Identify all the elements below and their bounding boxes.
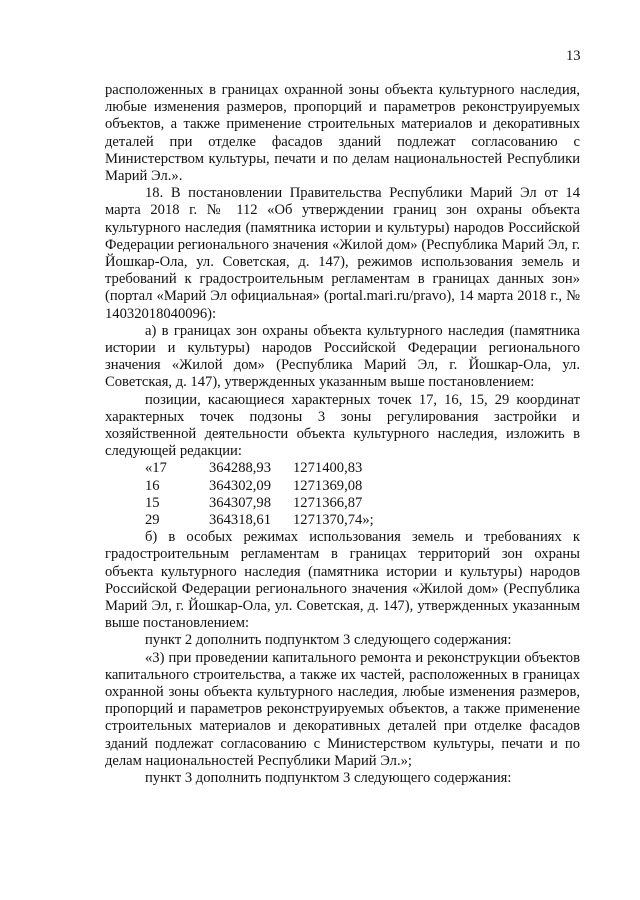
document-body [105, 82, 580, 787]
coordinate-y: 1271370,74»; [293, 512, 374, 529]
point-number: 29 [145, 512, 160, 529]
paragraph-clause-3: пункт 3 дополнить подпунктом 3 следующего содержания: [145, 770, 512, 787]
coordinates-row [145, 478, 580, 495]
paragraph-subclause-3: «3) при проведении капитального ремонта и реконструкции объектов капитального строительства, а также их частей, расположенных в границах охранной зоны объекта культурного наследия, любые изменения размеров, пропорций и параметров реконструируемых объектов, а также применение строительных материалов и декоративных деталей при отделке фасадов зданий подлежат согласованию с Министерством культуры, печати и по делам национальностей Республики Марий Эл.»; [105, 649, 580, 769]
point-number: 16 [145, 477, 160, 494]
paragraph-subitem-b: б) в особых режимах использования земель и требованиях к градостроительным регламентам в границах территорий зон охраны объекта культурного наследия (памятника истории и культуры) народов Российской Федерации регионального значения «Жилой дом» (Республика Марий Эл, г. Йошкар-Ола, ул. Советская, д. 147), утвержденных указанным выше постановлением: [105, 529, 580, 632]
coordinates-row [145, 512, 580, 529]
page-number: 13 [566, 48, 581, 64]
paragraph-continuation: расположенных в границах охранной зоны объекта культурного наследия, любые изменения размеров, пропорций и параметров реконструируемых объектов, а также применение строительных материалов и декоративных деталей при отделке фасадов зданий подлежат согласованию с Министерством культуры, печати и по делам национальностей Республики Марий Эл.». [105, 82, 580, 185]
paragraph-item-18: 18. В постановлении Правительства Республики Марий Эл от 14 марта 2018 г. № 112 «Об утверждении границ зон охраны объекта культурного наследия (памятника истории и культуры) народов Российской Федерации регионального значения «Жилой дом» (Республика Марий Эл, г. Йошкар-Ола, ул. Советская, д. 147), режимов использования земель и требований к градостроительным регламентам в границах данных зон» (портал «Марий Эл официальная» (portal.mari.ru/pravo), 14 марта 2018 г., № 14032018040096): [105, 185, 580, 322]
coordinate-x: 364288,93 [209, 460, 272, 477]
point-number: «17 [145, 460, 167, 477]
coordinates-table [105, 460, 580, 529]
point-number: 15 [145, 494, 160, 511]
coordinate-y: 1271400,83 [293, 460, 363, 477]
coordinate-y: 1271369,08 [293, 477, 363, 494]
paragraph-positions: позиции, касающиеся характерных точек 17, 16, 15, 29 координат характерных точек подзоны 3 зоны регулирования застройки и хозяйственной деятельности объекта культурного наследия, изложить в следующей редакции: [105, 391, 580, 460]
paragraph-subitem-a: а) в границах зон охраны объекта культурного наследия (памятника истории и культуры) народов Российской Федерации регионального значения «Жилой дом» (Республика Марий Эл, г. Йошкар-Ола, ул. Советская, д. 147), утвержденных указанным выше постановлением: [105, 322, 580, 391]
paragraph-clause-2: пункт 2 дополнить подпунктом 3 следующего содержания: [145, 632, 512, 649]
coordinate-y: 1271366,87 [293, 494, 363, 511]
coordinates-row [145, 460, 580, 477]
coordinate-x: 364318,61 [209, 512, 272, 529]
coordinate-x: 364302,09 [209, 477, 272, 494]
coordinates-row [145, 495, 580, 512]
coordinate-x: 364307,98 [209, 494, 272, 511]
